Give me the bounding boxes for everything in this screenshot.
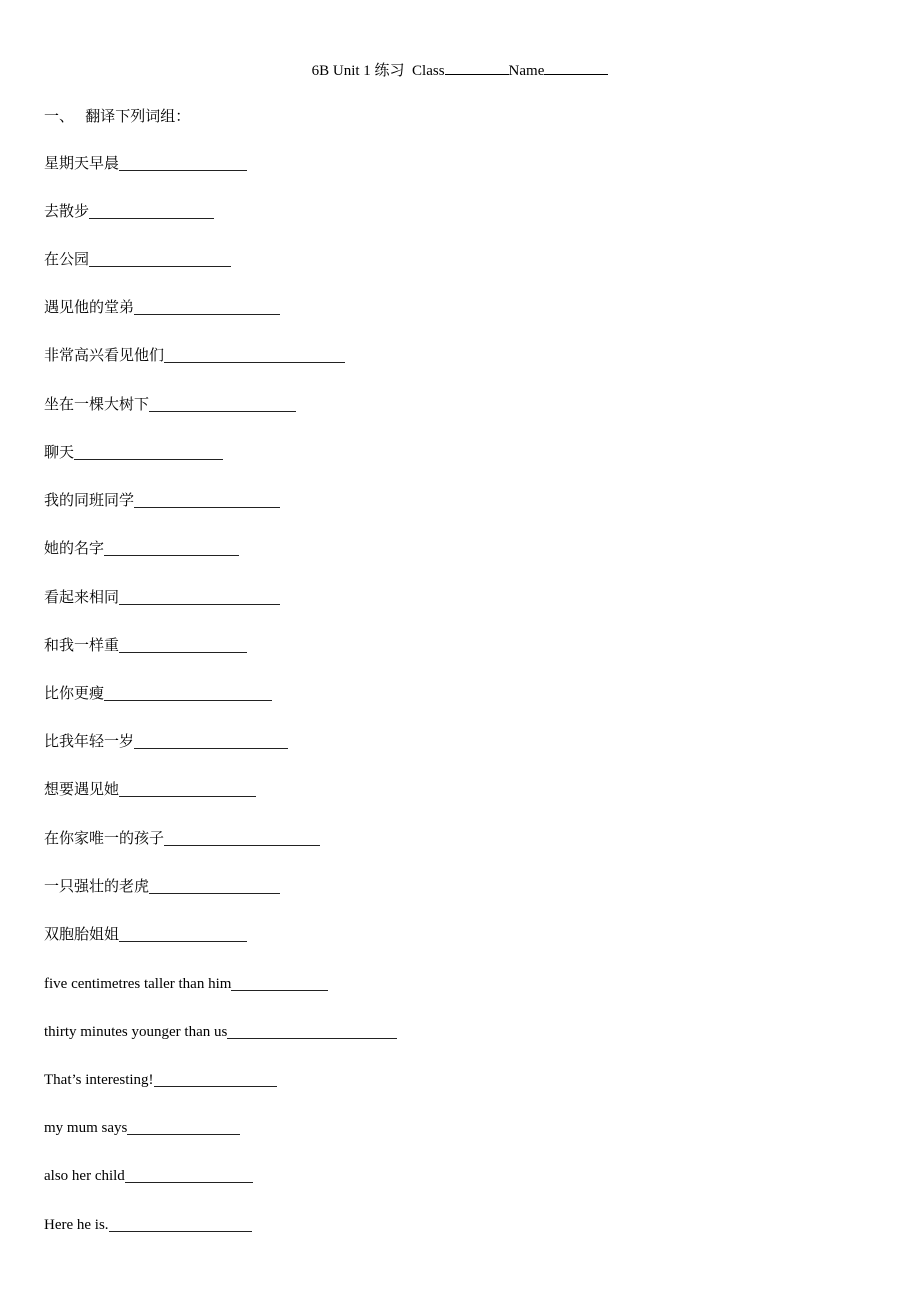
exercise-prompt: 坐在一棵大树下 [44, 397, 150, 413]
answer-blank[interactable] [74, 443, 223, 460]
exercise-item [44, 442, 223, 462]
exercise-prompt: 想要遇见她 [44, 782, 120, 798]
exercise-item [44, 1214, 252, 1234]
answer-blank[interactable] [164, 829, 320, 846]
class-blank [445, 60, 509, 75]
exercise-item [44, 635, 247, 655]
exercise-item [44, 249, 231, 269]
exercise-item [44, 587, 280, 607]
exercise-item [44, 538, 239, 558]
exercise-item [44, 924, 247, 944]
exercise-prompt: 一只强壮的老虎 [44, 879, 150, 895]
exercise-prompt: also her child [44, 1168, 125, 1184]
answer-blank[interactable] [125, 1166, 253, 1183]
exercise-prompt: 在公园 [44, 252, 90, 268]
exercise-item [44, 490, 280, 510]
exercise-prompt: Here he is. [44, 1217, 109, 1233]
exercise-prompt: 在你家唯一的孩子 [44, 831, 165, 847]
exercise-prompt: 双胞胎姐姐 [44, 927, 120, 943]
answer-blank[interactable] [127, 1118, 240, 1135]
exercise-item [44, 297, 280, 317]
exercise-prompt: That’s interesting! [44, 1072, 154, 1088]
answer-blank[interactable] [89, 250, 231, 267]
name-label: Name [508, 63, 545, 79]
answer-blank[interactable] [149, 395, 296, 412]
exercise-prompt: 和我一样重 [44, 638, 120, 654]
exercise-prompt: 看起来相同 [44, 590, 120, 606]
answer-blank[interactable] [119, 588, 280, 605]
answer-blank[interactable] [134, 732, 288, 749]
exercise-item [44, 731, 288, 751]
exercise-prompt: 星期天早晨 [44, 156, 120, 172]
exercise-prompt: five centimetres taller than him [44, 976, 232, 992]
section-number: 一、 [44, 109, 75, 125]
exercise-item [44, 1117, 240, 1137]
title-prefix: 6B Unit 1 练习 Class [311, 63, 445, 79]
exercise-prompt: 聊天 [44, 445, 75, 461]
exercise-item [44, 153, 247, 173]
answer-blank[interactable] [134, 491, 280, 508]
section-instruction: 翻译下列词组： [85, 109, 191, 125]
answer-blank[interactable] [149, 877, 280, 894]
exercise-prompt: my mum says [44, 1120, 128, 1136]
exercise-item [44, 201, 214, 221]
answer-blank[interactable] [119, 780, 256, 797]
answer-blank[interactable] [134, 298, 280, 315]
exercise-item [44, 1021, 397, 1041]
answer-blank[interactable] [231, 974, 328, 991]
answer-blank[interactable] [227, 1022, 397, 1039]
exercise-prompt: 比我年轻一岁 [44, 734, 135, 750]
answer-blank[interactable] [154, 1070, 277, 1087]
section-heading [44, 108, 190, 126]
answer-blank[interactable] [104, 539, 239, 556]
exercise-item [44, 394, 296, 414]
exercise-item [44, 1165, 253, 1185]
exercise-item [44, 828, 320, 848]
answer-blank[interactable] [119, 636, 247, 653]
exercise-prompt: 比你更瘦 [44, 686, 105, 702]
exercise-item [44, 1069, 277, 1089]
exercise-item [44, 876, 280, 896]
exercise-item [44, 779, 256, 799]
answer-blank[interactable] [164, 346, 345, 363]
exercise-prompt: 遇见他的堂弟 [44, 300, 135, 316]
exercise-prompt: thirty minutes younger than us [44, 1024, 228, 1040]
answer-blank[interactable] [119, 154, 247, 171]
exercise-prompt: 非常高兴看见他们 [44, 348, 165, 364]
exercise-prompt: 我的同班同学 [44, 493, 135, 509]
exercise-item [44, 973, 328, 993]
exercise-prompt: 她的名字 [44, 541, 105, 557]
answer-blank[interactable] [119, 925, 247, 942]
exercise-item [44, 345, 345, 365]
worksheet-title [0, 60, 920, 80]
exercise-prompt: 去散步 [44, 204, 90, 220]
exercise-item [44, 683, 272, 703]
answer-blank[interactable] [89, 202, 214, 219]
name-blank [544, 60, 608, 75]
answer-blank[interactable] [109, 1215, 252, 1232]
answer-blank[interactable] [104, 684, 272, 701]
